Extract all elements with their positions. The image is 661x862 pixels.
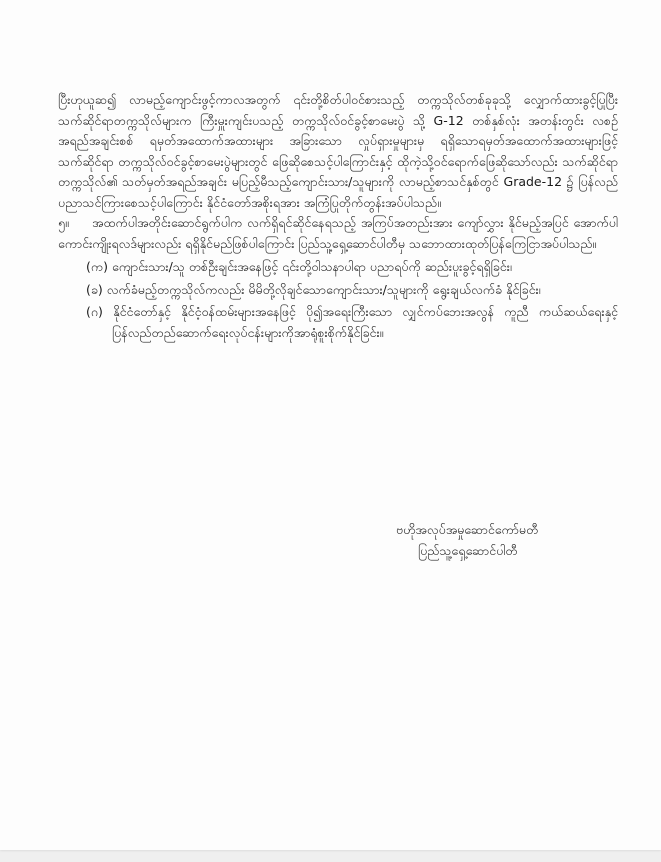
paragraph-4-continuation: ပြီးဟုယူဆ၍ လာမည့်ကျောင်းဖွင့်ကာလအတွက် ၎င်းတို့စိတ်ပါဝင်စားသည့် တက္ကသိုလ်တစ်ခုခုသို့ လျှောက်ထားခွင့်ပြုပြီး သက်ဆိုင်ရာတက္ကသိုလ်များက ကြီးမှူးကျင်းပသည့် တက္ကသိုလ်ဝင်ခွင့်စာမေးပွဲ သို့ G-12 တစ်နှစ်လုံး အတန်းတွင်း လစဉ်အရည်အချင်းစစ် ရမှတ်အထောက်အထားများ အခြားသော လှုပ်ရှားမှုများမှ ရရှိသောရမှတ်အထောက်အထားများဖြင့်သက်ဆိုင်ရာ တက္ကသိုလ်ဝင်ခွင့်စာမေးပွဲများတွင် ဖြေဆိုစေသင့်ပါကြောင်းနှင့် ထိုကဲ့သို့ဝင်ရောက်ဖြေဆိုသော်လည်း သက်ဆိုင်ရာတက္ကသိုလ်၏ သတ်မှတ်အရည်အချင်း မပြည့်မီသည့်ကျောင်းသား/သူများကို လာမည့်စာသင်နှစ်တွင် Grade-12 ၌ ပြန်လည်ပညာသင်ကြားစေသင့်ပါကြောင်း နိုင်ငံတော်အစိုးရအား အကြံပြုတိုက်တွန်းအပ်ပါသည်။ xyxy=(58,92,618,210)
signature-party: ပြည်သူ့ရှေ့ဆောင်ပါတီ xyxy=(418,543,518,558)
signature-block xyxy=(396,519,616,561)
signature-committee: ဗဟိုအလုပ်အမှုဆောင်ကော်မတီ xyxy=(396,522,539,537)
paragraph-5-text: အထက်ပါအတိုင်းဆောင်ရွက်ပါက လက်ရှိရင်ဆိုင်နေရသည့် အကြပ်အတည်းအား ကျော်လွှား နိုင်မည့်အပြင် အောက်ပါကောင်းကျိုးရလဒ်များလည်း ရရှိနိုင်မည်ဖြစ်ပါကြောင်း ပြည်သူ့ရှေ့ဆောင်ပါတီမှ သဘောထားထုတ်ပြန်ကြေငြာအပ်ပါသည်။ xyxy=(58,215,618,251)
document-body xyxy=(58,90,618,345)
benefits-list xyxy=(58,257,618,343)
list-item: (ခ) လက်ခံမည့်တက္ကသိုလ်ကလည်း မိမိတို့လိုချင်သောကျောင်းသား/သူများကို ရွေးချယ်လက်ခံ နိုင်ခြင်း၊ xyxy=(86,281,541,297)
paragraph-5 xyxy=(58,213,618,254)
list-item: (ဂ) နိုင်ငံတော်နှင့် နိုင်ငံ့ဝန်ထမ်းများအနေဖြင့် ပို၍အရေးကြီးသော လျှင်ကပ်ဘေးအလွန် ကူညီ ကယ်ဆယ်ရေးနှင့် ပြန်လည်တည်ဆောက်ရေးလုပ်ငန်းများကိုအာရုံစူးစိုက်နိုင်ခြင်း။ xyxy=(86,304,618,340)
list-item: (က) ကျောင်းသား/သူ တစ်ဦးချင်းအနေဖြင့် ၎င်းတို့ဝါသနာပါရာ ပညာရပ်ကို ဆည်းပူးခွင့်ရရှိခြင်း၊ xyxy=(86,259,512,274)
paragraph-5-number: ၅။ xyxy=(58,215,69,230)
